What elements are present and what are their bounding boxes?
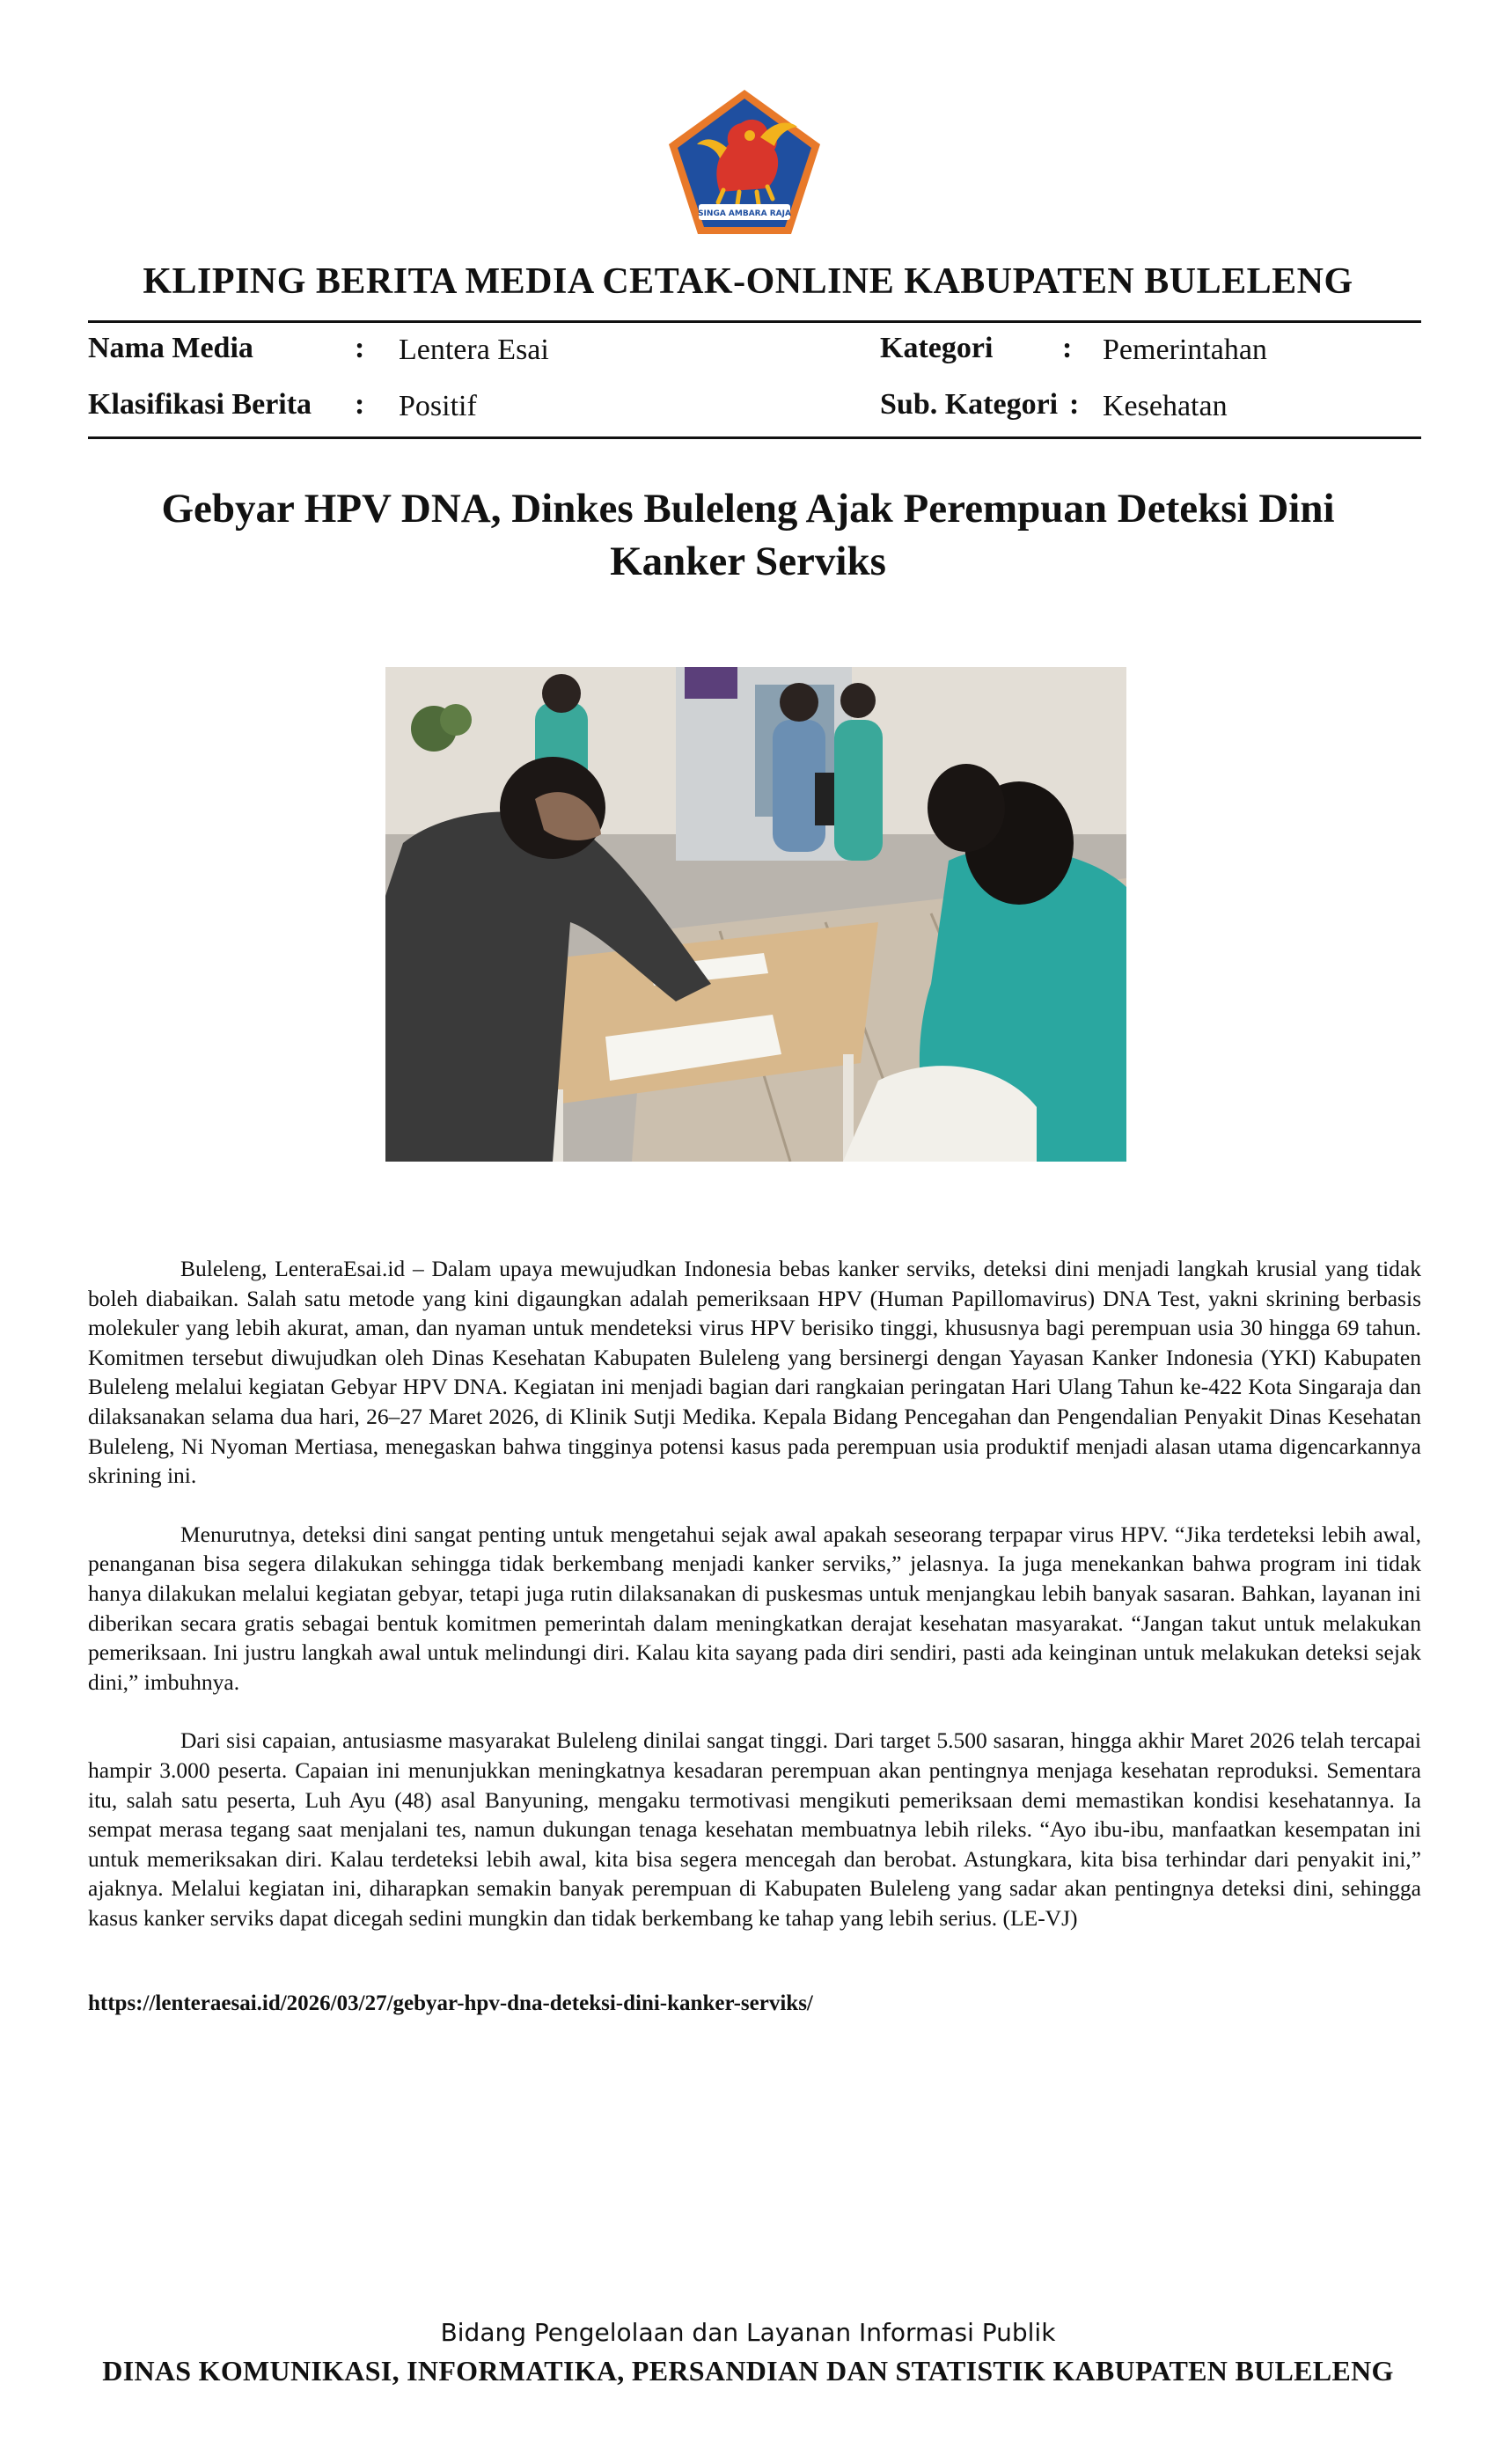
regency-emblem-logo [665,86,824,238]
header-divider-top [88,320,1421,323]
article-paragraph: Menurutnya, deteksi dini sangat penting untuk mengetahui sejak awal apakah seseorang terpapar virus HPV. “Jika terdeteksi lebih awal, penanganan bisa segera dilakukan sehingga tidak berkembang menjadi kanker serviks,” jelasnya. Ia juga menekankan bahwa program ini tidak hanya dilakukan melalui kegiatan gebyar, tetapi juga rutin dilaksanakan di puskesmas untuk menjangkau lebih banyak sasaran. Bahkan, layanan ini diberikan secara gratis sebagai bentuk komitmen pemerintah dalam meningkatkan derajat kesehatan masyarakat. “Jangan takut untuk melakukan pemeriksaan. Ini justru langkah awal untuk melindungi diri. Kalau kita sayang pada diri sendiri, pasti ada keinginan untuk melakukan deteksi sejak dini,” imbuhnya. [88,1521,1421,1695]
clipping-header-title: KLIPING BERITA MEDIA CETAK-ONLINE KABUPATEN BULELENG [143,261,1353,302]
media-name-value: Lentera Esai [399,334,549,366]
header-divider-bottom [88,436,1421,439]
category-value: Pemerintahan [1103,334,1267,366]
article-body [88,1254,1421,1962]
news-classification-label: Klasifikasi Berita [88,388,312,421]
media-name-colon: : [355,332,365,364]
article-photo-illustration [385,667,1126,1162]
article-paragraph: Buleleng, LenteraEsai.id – Dalam upaya mewujudkan Indonesia bebas kanker serviks, deteksi dini menjadi langkah krusial yang tidak boleh diabaikan. Salah satu metode yang kini digaungkan adalah pemeriksaan HPV (Human Papillomavirus) DNA Test, yakni skrining berbasis molekuler yang lebih akurat, aman, dan nyaman untuk mendeteksi virus HPV berisiko tinggi, khususnya bagi perempuan usia 30 hingga 69 tahun. Komitmen tersebut diwujudkan oleh Dinas Kesehatan Kabupaten Buleleng yang bersinergi dengan Yayasan Kanker Indonesia (YKI) Kabupaten Buleleng melalui kegiatan Gebyar HPV DNA. Kegiatan ini menjadi bagian dari rangkaian peringatan Hari Ulang Tahun ke-422 Kota Singaraja dan dilaksanakan selama dua hari, 26–27 Maret 2026, di Klinik Sutji Medika. Kepala Bidang Pencegahan dan Pengendalian Penyakit Dinas Kesehatan Buleleng, Ni Nyoman Mertiasa, menegaskan bahwa tingginya potensi kasus pada perempuan usia produktif menjadi alasan utama digencarkannya skrining ini. [88,1256,1421,1489]
category-label: Kategori [880,332,994,364]
subcategory-value: Kesehatan [1103,390,1228,422]
article-source-link[interactable]: https://lenteraesai.id/2026/03/27/gebyar-hpv-dna-deteksi-dini-kanker-serviks/ [88,1991,813,2015]
article-photo [385,667,1126,1162]
news-classification-colon: : [355,388,365,421]
news-classification-value: Positif [399,390,477,422]
emblem-motto: SINGA AMBARA RAJA [698,209,791,218]
emblem-graphic [665,86,824,238]
article-paragraph: Dari sisi capaian, antusiasme masyarakat Buleleng dinilai sangat tinggi. Dari target 5.500 sasaran, hingga akhir Maret 2026 telah tercapai hampir 3.000 peserta. Capaian ini menunjukkan meningkatnya kesadaran perempuan akan pentingnya menjaga kesehatan reproduksi. Sementara itu, salah satu peserta, Luh Ayu (48) asal Banyuning, mengaku termotivasi mengikuti pemeriksaan demi memastikan kondisi kesehatannya. Ia sempat merasa tegang saat menjalani tes, namun dukungan tenaga kesehatan membuatnya lebih rileks. “Ayo ibu-ibu, manfaatkan kesempatan ini untuk memeriksakan diri. Kalau terdeteksi lebih awal, kita bisa segera mencegah dan berobat. Astungkara, kita bisa terhindar dari penyakit ini,” ajaknya. Melalui kegiatan ini, diharapkan semakin banyak perempuan di Kabupaten Buleleng yang sadar akan pentingnya deteksi dini, sehingga kasus kanker serviks dapat dicegah sedini mungkin dan tidak berkembang ke tahap yang lebih serius. (LE-VJ) [88,1727,1421,1931]
media-name-label: Nama Media [88,332,253,364]
footer-department: Bidang Pengelolaan dan Layanan Informasi Publik [440,2318,1056,2347]
subcategory-colon: : [1069,388,1080,421]
subcategory-label: Sub. Kategori [880,388,1059,421]
footer-agency: DINAS KOMUNIKASI, INFORMATIKA, PERSANDIAN DAN STATISTIK KABUPATEN BULELENG [102,2355,1394,2387]
article-headline: Gebyar HPV DNA, Dinkes Buleleng Ajak Perempuan Deteksi Dini Kanker Serviks [161,486,1335,584]
category-colon: : [1062,332,1073,364]
